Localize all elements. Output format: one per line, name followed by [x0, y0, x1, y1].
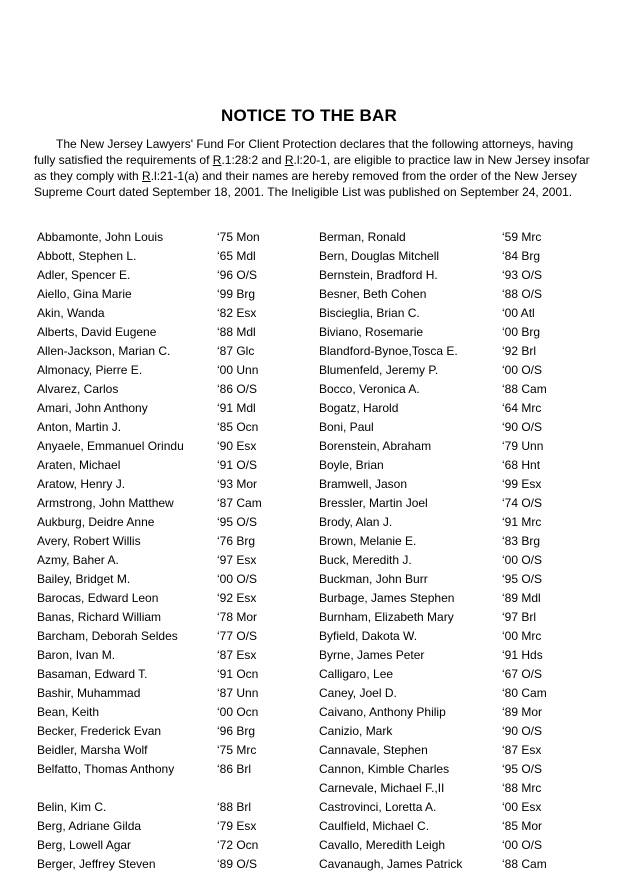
rule-ref-3-r: R	[142, 169, 151, 183]
attorney-row	[37, 722, 307, 741]
attorney-row	[319, 494, 589, 513]
admission-year-county: ‘91 Ocn	[217, 667, 259, 681]
intro-and: and	[258, 153, 285, 167]
left-attorney-list	[37, 228, 307, 874]
admission-year-county: ‘00 Esx	[502, 800, 542, 814]
admission-year-county: ‘88 Cam	[502, 382, 547, 396]
attorney-name: Biviano, Rosemarie	[319, 325, 424, 339]
attorney-name: Barocas, Edward Leon	[37, 591, 159, 605]
attorney-row	[319, 475, 589, 494]
page-title: NOTICE TO THE BAR	[221, 106, 397, 125]
admission-year-county: ‘59 Mrc	[502, 230, 542, 244]
attorney-row	[37, 551, 307, 570]
attorney-name: Byrne, James Peter	[319, 648, 425, 662]
attorney-name: Avery, Robert Willis	[37, 534, 141, 548]
attorney-row	[319, 380, 589, 399]
attorney-name: Bailey, Bridget M.	[37, 572, 131, 586]
attorney-name: Cavallo, Meredith Leigh	[319, 838, 446, 852]
admission-year-county: ‘92 Brl	[502, 344, 537, 358]
attorney-name: Bogatz, Harold	[319, 401, 399, 415]
attorney-name: Castrovinci, Loretta A.	[319, 800, 437, 814]
attorney-name: Anyaele, Emmanuel Orindu	[37, 439, 184, 453]
admission-year-county: ‘88 Cam	[502, 857, 547, 871]
attorney-name: Berger, Jeffrey Steven	[37, 857, 156, 871]
attorney-name: Alberts, David Eugene	[37, 325, 157, 339]
admission-year-county: ‘87 Glc	[217, 344, 255, 358]
attorney-name: Blumenfeld, Jeremy P.	[319, 363, 439, 377]
attorney-name: Aiello, Gina Marie	[37, 287, 132, 301]
attorney-row	[319, 722, 589, 741]
admission-year-county: ‘85 Ocn	[217, 420, 259, 434]
admission-year-county: ‘00 O/S	[502, 838, 543, 852]
admission-year-county: ‘99 Esx	[502, 477, 542, 491]
admission-year-county: ‘89 Mdl	[502, 591, 541, 605]
attorney-row	[319, 399, 589, 418]
attorney-name: Berg, Lowell Agar	[37, 838, 132, 852]
attorney-name: Bressler, Martin Joel	[319, 496, 428, 510]
attorney-row	[37, 418, 307, 437]
attorney-row	[37, 684, 307, 703]
admission-year-county: ‘96 O/S	[217, 268, 258, 282]
admission-year-county: ‘87 Esx	[217, 648, 257, 662]
attorney-name: Boni, Paul	[319, 420, 374, 434]
admission-year-county: ‘75 Mrc	[217, 743, 257, 757]
attorney-name: Caulfield, Michael C.	[319, 819, 430, 833]
attorney-row	[37, 627, 307, 646]
attorney-name: Becker, Frederick Evan	[37, 724, 162, 738]
attorney-name: Buckman, John Burr	[319, 572, 428, 586]
attorney-row	[319, 551, 589, 570]
attorney-name: Araten, Michael	[37, 458, 121, 472]
attorney-row	[319, 418, 589, 437]
admission-year-county: ‘90 O/S	[502, 420, 543, 434]
attorney-name: Barcham, Deborah Seldes	[37, 629, 178, 643]
attorney-row	[319, 266, 589, 285]
admission-year-county: ‘95 O/S	[217, 515, 258, 529]
attorney-row	[319, 627, 589, 646]
attorney-name: Brown, Melanie E.	[319, 534, 417, 548]
admission-year-county: ‘68 Hnt	[502, 458, 541, 472]
attorney-name: Abbamonte, John Louis	[37, 230, 164, 244]
attorney-name: Canizio, Mark	[319, 724, 393, 738]
admission-year-county: ‘91 O/S	[217, 458, 258, 472]
admission-year-county: ‘85 Mor	[502, 819, 543, 833]
attorney-name: Besner, Beth Cohen	[319, 287, 427, 301]
admission-year-county: ‘00 Atl	[502, 306, 535, 320]
admission-year-county: ‘74 O/S	[502, 496, 543, 510]
attorney-name: Aratow, Henry J.	[37, 477, 126, 491]
attorney-row	[319, 646, 589, 665]
admission-year-county: ‘00 Mrc	[502, 629, 542, 643]
admission-year-county: ‘95 O/S	[502, 762, 543, 776]
admission-year-county: ‘97 Brl	[502, 610, 537, 624]
attorney-row	[37, 285, 307, 304]
attorney-name: Cannon, Kimble Charles	[319, 762, 450, 776]
rule-ref-1: .1:28:2	[221, 153, 259, 167]
attorney-name: Bean, Keith	[37, 705, 100, 719]
admission-year-county: ‘87 Unn	[217, 686, 259, 700]
attorney-name: Blandford-Bynoe,Tosca E.	[319, 344, 458, 358]
attorney-name: Azmy, Baher A.	[37, 553, 119, 567]
attorney-row	[319, 703, 589, 722]
attorney-row	[37, 323, 307, 342]
admission-year-county: ‘87 Esx	[502, 743, 542, 757]
admission-year-county: ‘76 Brg	[217, 534, 256, 548]
attorney-name: Armstrong, John Matthew	[37, 496, 174, 510]
admission-year-county: ‘86 O/S	[217, 382, 258, 396]
admission-year-county: ‘00 Unn	[217, 363, 259, 377]
admission-year-county: ‘96 Brg	[217, 724, 256, 738]
attorney-row	[37, 532, 307, 551]
attorney-name: Bern, Douglas Mitchell	[319, 249, 440, 263]
attorney-row	[319, 285, 589, 304]
admission-year-county: ‘88 Mdl	[217, 325, 256, 339]
attorney-row	[319, 456, 589, 475]
admission-year-county: ‘95 O/S	[502, 572, 543, 586]
attorney-row	[37, 855, 307, 874]
attorney-name: Caney, Joel D.	[319, 686, 397, 700]
attorney-row	[319, 855, 589, 874]
admission-year-county: ‘93 Mor	[217, 477, 258, 491]
attorney-name: Abbott, Stephen L.	[37, 249, 137, 263]
rule-ref-3: .l:21-1(a)	[150, 169, 199, 183]
attorney-row	[319, 589, 589, 608]
admission-year-county: ‘82 Esx	[217, 306, 257, 320]
admission-year-county: ‘79 Unn	[502, 439, 544, 453]
attorney-row	[37, 798, 307, 817]
attorney-row	[37, 741, 307, 760]
attorney-row	[37, 247, 307, 266]
attorney-name: Buck, Meredith J.	[319, 553, 412, 567]
attorney-name: Banas, Richard William	[37, 610, 162, 624]
admission-year-county: ‘92 Esx	[217, 591, 257, 605]
admission-year-county: ‘00 Brg	[502, 325, 541, 339]
attorney-name: Baron, Ivan M.	[37, 648, 116, 662]
attorney-row	[37, 836, 307, 855]
attorney-name: Basaman, Edward T.	[37, 667, 148, 681]
admission-year-county: ‘88 O/S	[502, 287, 543, 301]
admission-year-county: ‘91 Mrc	[502, 515, 542, 529]
attorney-name: Boyle, Brian	[319, 458, 384, 472]
attorney-row	[319, 798, 589, 817]
attorney-name: Belfatto, Thomas Anthony	[37, 762, 175, 776]
rule-ref-2-r: R	[284, 153, 294, 167]
admission-year-county: ‘80 Cam	[502, 686, 547, 700]
admission-year-county: ‘00 O/S	[217, 572, 258, 586]
right-attorney-list	[319, 228, 589, 874]
attorney-row	[319, 836, 589, 855]
attorney-row	[37, 589, 307, 608]
attorney-row	[37, 304, 307, 323]
attorney-name: Carnevale, Michael F.,II	[319, 781, 445, 795]
admission-year-county: ‘87 Cam	[217, 496, 262, 510]
admission-year-county: ‘65 Mdl	[217, 249, 256, 263]
attorney-row	[319, 760, 589, 779]
attorney-row	[37, 494, 307, 513]
attorney-name: Cavanaugh, James Patrick	[319, 857, 463, 871]
attorney-row	[37, 703, 307, 722]
attorney-name: Belin, Kim C.	[37, 800, 107, 814]
admission-year-county: ‘89 Mor	[502, 705, 543, 719]
admission-year-county: ‘93 O/S	[502, 268, 543, 282]
attorney-name: Adler, Spencer E.	[37, 268, 131, 282]
admission-year-county: ‘88 Brl	[217, 800, 252, 814]
rule-ref-2: .l:20-1	[293, 153, 327, 167]
attorney-name: Cannavale, Stephen	[319, 743, 428, 757]
attorney-name: Almonacy, Pierre E.	[37, 363, 143, 377]
admission-year-county: ‘79 Esx	[217, 819, 257, 833]
attorney-name: Burnham, Elizabeth Mary	[319, 610, 454, 624]
attorney-row	[319, 304, 589, 323]
attorney-row	[37, 475, 307, 494]
attorney-name: Alvarez, Carlos	[37, 382, 119, 396]
attorney-row	[37, 570, 307, 589]
admission-year-county: ‘64 Mrc	[502, 401, 542, 415]
attorney-row	[37, 342, 307, 361]
attorney-row	[319, 779, 589, 798]
attorney-row	[37, 456, 307, 475]
admission-year-county: ‘84 Brg	[502, 249, 541, 263]
attorney-row	[37, 437, 307, 456]
attorney-name: Caivano, Anthony Philip	[319, 705, 446, 719]
attorney-name: Byfield, Dakota W.	[319, 629, 418, 643]
admission-year-county: ‘91 Mdl	[217, 401, 256, 415]
attorney-row	[37, 361, 307, 380]
attorney-name: Calligaro, Lee	[319, 667, 394, 681]
attorney-name: Bashir, Muhammad	[37, 686, 141, 700]
attorney-row	[319, 741, 589, 760]
attorney-row	[319, 247, 589, 266]
admission-year-county: ‘90 O/S	[502, 724, 543, 738]
attorney-row	[37, 228, 307, 247]
attorney-row	[37, 646, 307, 665]
attorney-row	[37, 399, 307, 418]
attorney-name: Beidler, Marsha Wolf	[37, 743, 148, 757]
admission-year-county: ‘78 Mor	[217, 610, 258, 624]
attorney-row	[37, 513, 307, 532]
admission-year-county: ‘77 O/S	[217, 629, 258, 643]
attorney-name: Borenstein, Abraham	[319, 439, 432, 453]
admission-year-county: ‘99 Brg	[217, 287, 256, 301]
admission-year-county: ‘88 Mrc	[502, 781, 542, 795]
attorney-name: Berg, Adriane Gilda	[37, 819, 142, 833]
admission-year-county: ‘75 Mon	[217, 230, 260, 244]
admission-year-county: ‘72 Ocn	[217, 838, 259, 852]
attorney-row	[319, 323, 589, 342]
attorney-row	[319, 665, 589, 684]
attorney-name: Aukburg, Deidre Anne	[37, 515, 155, 529]
intro-paragraph	[34, 136, 590, 200]
admission-year-county: ‘91 Hds	[502, 648, 543, 662]
attorney-row	[37, 266, 307, 285]
intro-text-2: , are eligible to practice law in New Jersey insofar as they comply with	[34, 153, 590, 183]
admission-year-county: ‘97 Esx	[217, 553, 257, 567]
attorney-name: Anton, Martin J.	[37, 420, 122, 434]
attorney-row	[319, 532, 589, 551]
attorney-row	[37, 760, 307, 779]
attorney-row	[319, 817, 589, 836]
attorney-row	[319, 608, 589, 627]
attorney-row	[319, 513, 589, 532]
attorney-row	[319, 684, 589, 703]
attorney-name: Biscieglia, Brian C.	[319, 306, 420, 320]
admission-year-county: ‘89 O/S	[217, 857, 258, 871]
admission-year-county: ‘00 O/S	[502, 553, 543, 567]
attorney-row	[319, 570, 589, 589]
attorney-row	[319, 228, 589, 247]
attorney-row	[37, 817, 307, 836]
attorney-name: Allen-Jackson, Marian C.	[37, 344, 171, 358]
admission-year-county: ‘67 O/S	[502, 667, 543, 681]
attorney-name: Brody, Alan J.	[319, 515, 393, 529]
attorney-row	[37, 665, 307, 684]
admission-year-county: ‘86 Brl	[217, 762, 252, 776]
admission-year-county: ‘90 Esx	[217, 439, 257, 453]
attorney-row	[37, 608, 307, 627]
attorney-name: Bocco, Veronica A.	[319, 382, 420, 396]
attorney-name: Burbage, James Stephen	[319, 591, 455, 605]
attorney-name: Amari, John Anthony	[37, 401, 148, 415]
attorney-name: Akin, Wanda	[37, 306, 105, 320]
attorney-name: Bernstein, Bradford H.	[319, 268, 438, 282]
admission-year-county: ‘00 Ocn	[217, 705, 259, 719]
attorney-row	[319, 437, 589, 456]
intro-text-1: The New Jersey Lawyers' Fund For Client Protection declares that the following attorneys, having fully satisfied the requirements of	[34, 137, 574, 167]
intro-text-3: and their names are hereby removed from the order of the New Jersey Supreme Court dated September 18, 2001. The Ineligible List was published on September 24, 2001.	[34, 169, 577, 199]
attorney-name: Bramwell, Jason	[319, 477, 408, 491]
attorney-row	[319, 342, 589, 361]
attorney-row	[37, 380, 307, 399]
admission-year-county: ‘83 Brg	[502, 534, 541, 548]
attorney-row	[319, 361, 589, 380]
rule-ref-1-r: R	[212, 153, 222, 167]
attorney-name: Berman, Ronald	[319, 230, 406, 244]
admission-year-county: ‘00 O/S	[502, 363, 543, 377]
